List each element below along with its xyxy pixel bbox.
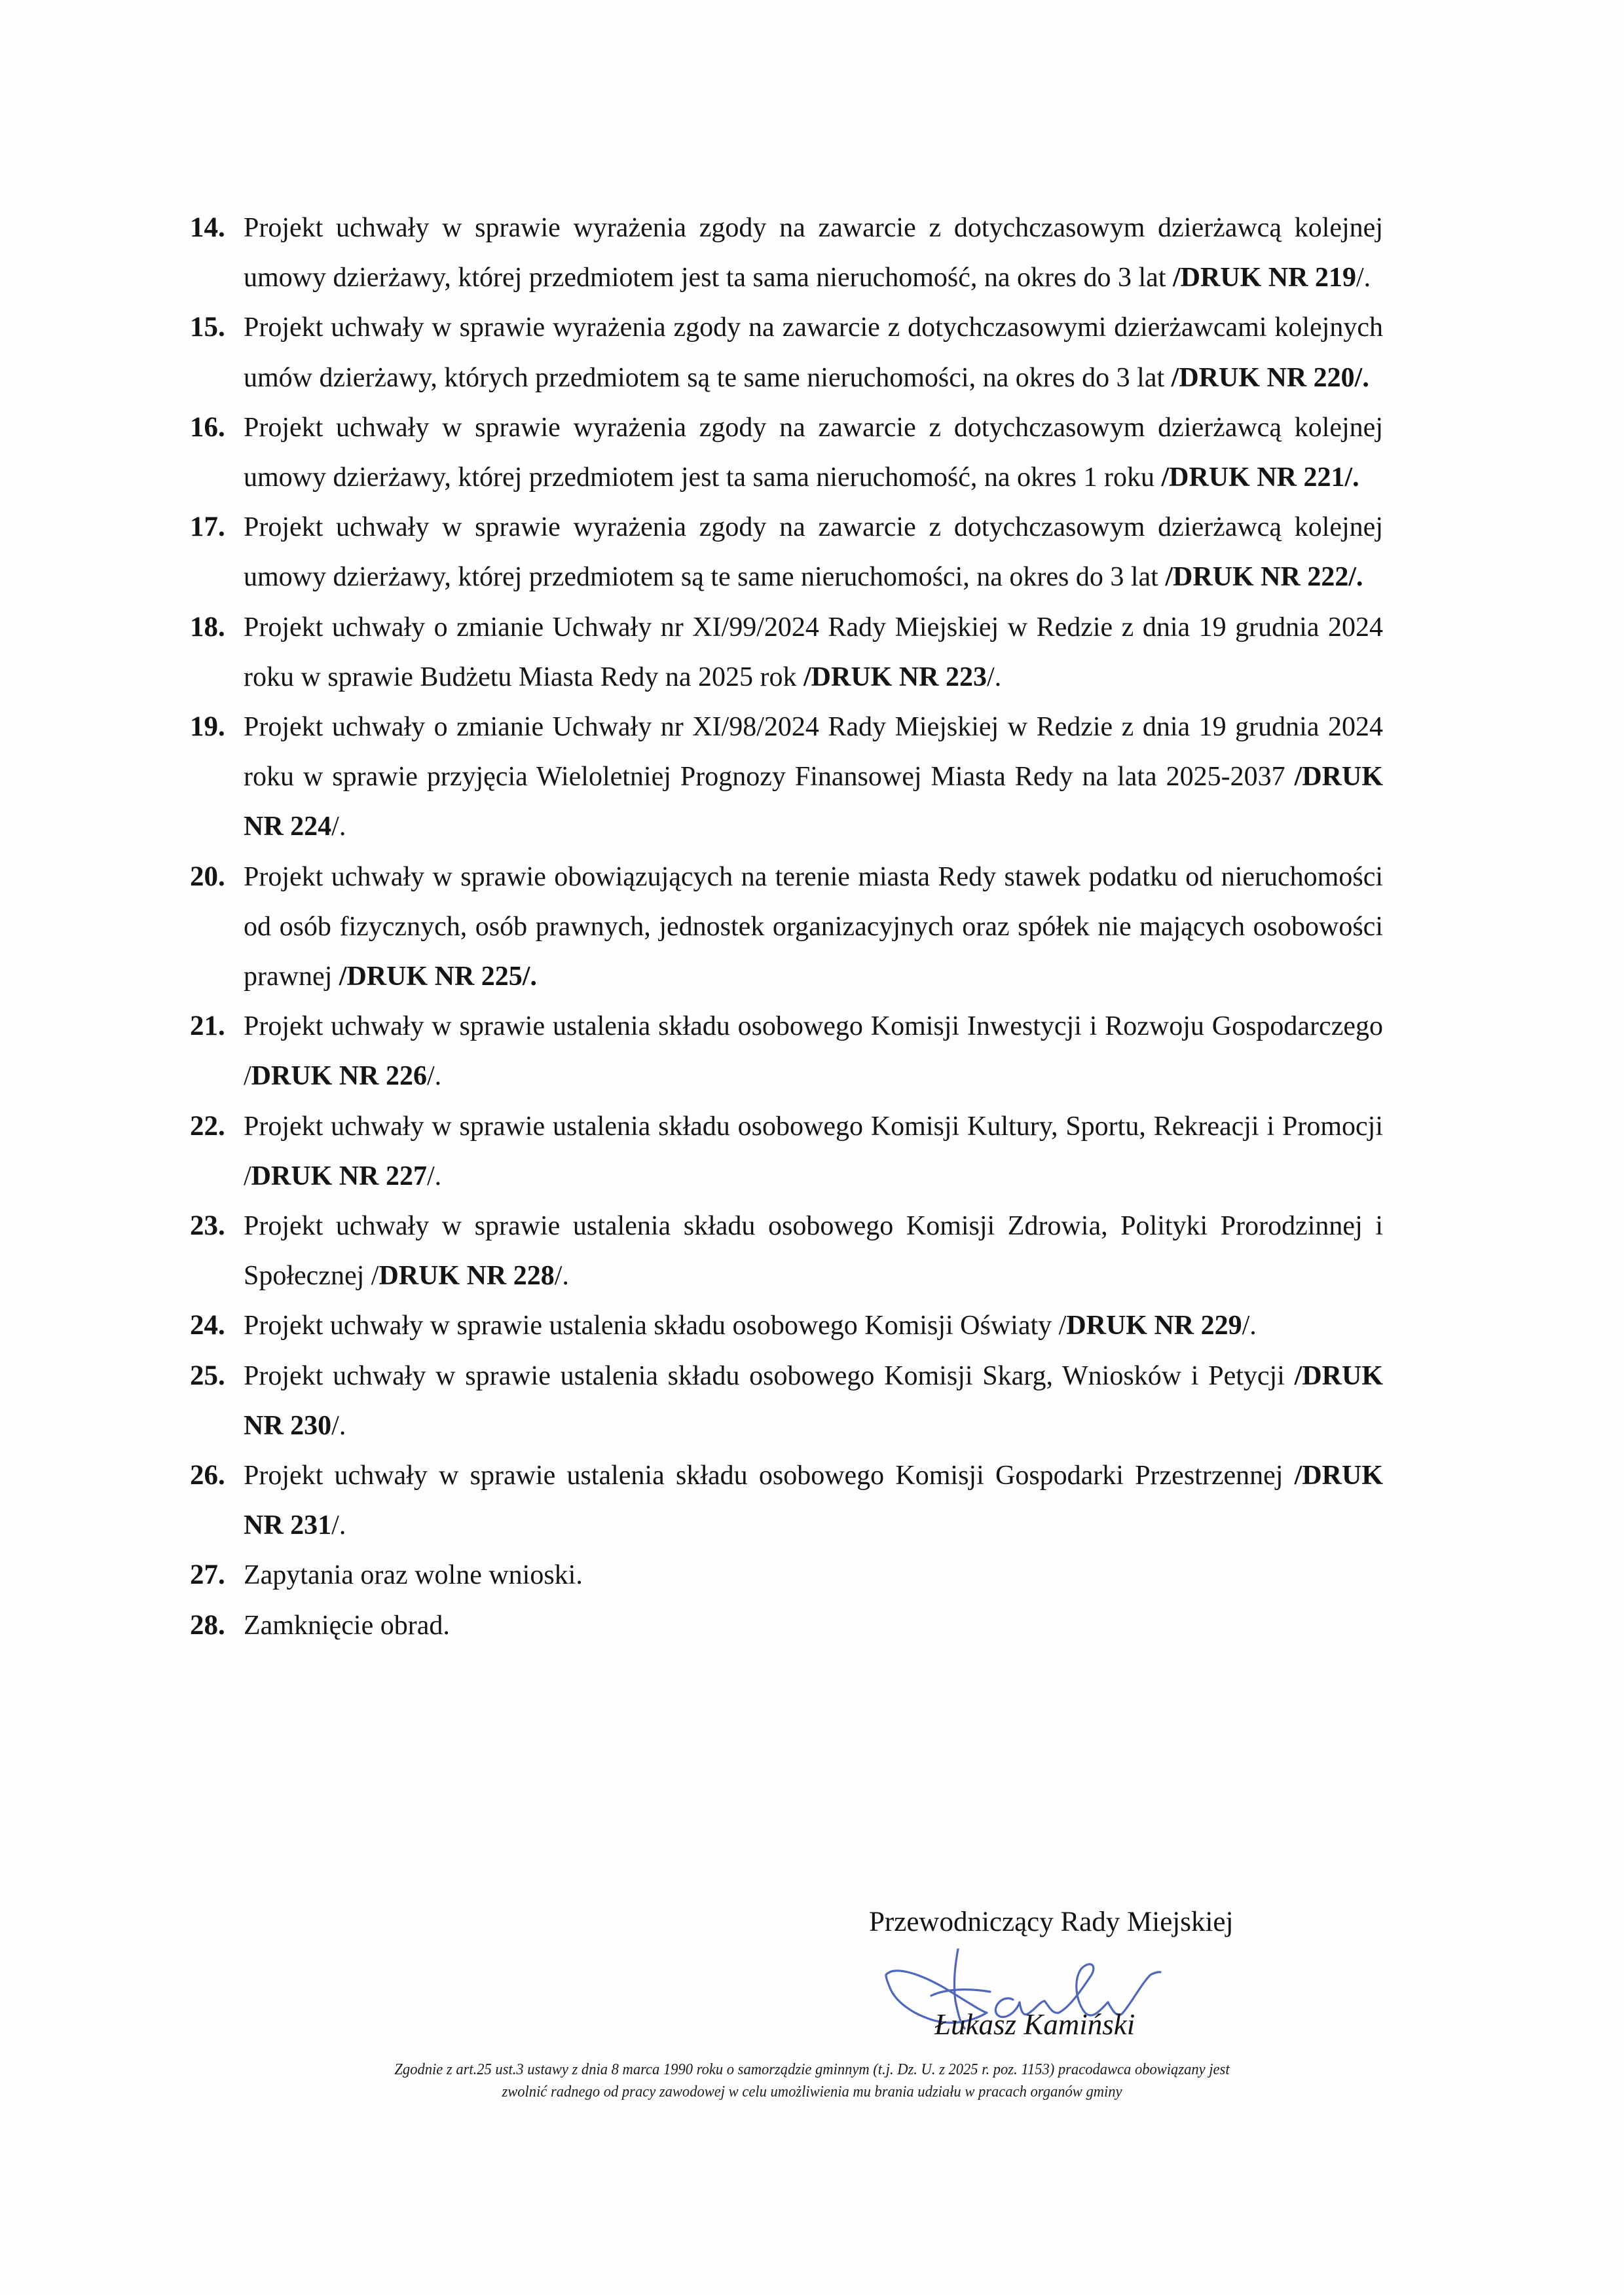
item-text: Projekt uchwały w sprawie wyrażenia zgody na zawarcie z dotychczasowym dzierżawcą kolejnej umowy dzierżawy, której przedmiotem jest ta sama nieruchomość, na okres do 3 lat (244, 213, 1383, 293)
druk-reference: /DRUK NR 221/. (1161, 462, 1359, 493)
item-text: Projekt uchwały o zmianie Uchwały nr XI/98/2024 Rady Miejskiej w Redzie z dnia 19 grudnia 2024 roku w sprawie przyjęcia Wieloletniej Prognozy Finansowej Miasta Redy na lata 2025-2037 (244, 712, 1383, 793)
item-text: Projekt uchwały w sprawie ustalenia składu osobowego Komisji Inwestycji i Rozwoju Gospodarczego / (244, 1011, 1383, 1092)
item-tail: /. (331, 812, 346, 842)
item-tail: /. (987, 662, 1002, 692)
druk-reference: DRUK NR 229 (1066, 1311, 1242, 1341)
item-text: Zamknięcie obrad. (244, 1610, 450, 1641)
agenda-item-17 (190, 502, 1383, 602)
item-text: Projekt uchwały w sprawie wyrażenia zgody na zawarcie z dotychczasowym dzierżawcą kolejnej umowy dzierżawy, której przedmiotem są te same nieruchomości, na okres do 3 lat (244, 512, 1383, 593)
item-tail: /. (1356, 263, 1371, 293)
item-text: Projekt uchwały w sprawie ustalenia składu osobowego Komisji Gospodarki Przestrzennej (244, 1461, 1295, 1491)
agenda-item-16 (190, 403, 1383, 502)
item-number: 22. (190, 1110, 225, 1142)
agenda-list (190, 203, 1383, 1651)
item-number: 25. (190, 1360, 225, 1391)
item-number: 28. (190, 1609, 225, 1641)
druk-reference: /DRUK NR 224 (244, 762, 1383, 842)
agenda-item-22 (190, 1102, 1383, 1201)
item-tail: /. (1242, 1311, 1257, 1341)
item-tail: /. (554, 1261, 569, 1292)
item-text: Projekt uchwały o zmianie Uchwały nr XI/99/2024 Rady Miejskiej w Redzie z dnia 19 grudnia 2024 roku w sprawie Budżetu Miasta Redy na 2025 rok (244, 612, 1383, 692)
item-number: 27. (190, 1559, 225, 1591)
item-number: 17. (190, 512, 225, 543)
agenda-item-25 (190, 1351, 1383, 1451)
agenda-item-27 (190, 1550, 1383, 1600)
agenda-item-21 (190, 1001, 1383, 1101)
item-text: Projekt uchwały w sprawie wyrażenia zgody na zawarcie z dotychczasowymi dzierżawcami kolejnych umów dzierżawy, których przedmiotem są te same nieruchomości, na okres do 3 lat (244, 312, 1383, 393)
item-number: 21. (190, 1011, 225, 1042)
legal-footnote (246, 2059, 1378, 2103)
item-number: 14. (190, 212, 225, 243)
druk-reference: /DRUK NR 219 (1173, 263, 1356, 293)
agenda-item-23 (190, 1201, 1383, 1301)
item-text: Zapytania oraz wolne wnioski. (244, 1560, 583, 1591)
agenda-item-15 (190, 303, 1383, 402)
item-text: Projekt uchwały w sprawie ustalenia składu osobowego Komisji Kultury, Sportu, Rekreacji i Promocji / (244, 1111, 1383, 1191)
signatory-name: Łukasz Kamiński (934, 2008, 1135, 2041)
item-number: 24. (190, 1310, 225, 1341)
item-number: 15. (190, 312, 225, 343)
signatory-title: Przewodniczący Rady Miejskiej (869, 1907, 1234, 1937)
item-number: 18. (190, 611, 225, 643)
signature-block (869, 1903, 1288, 2041)
druk-reference: /DRUK NR 225/. (339, 961, 537, 992)
item-text: Projekt uchwały w sprawie obowiązujących na terenie miasta Redy stawek podatku od nieruchomości od osób fizycznych, osób prawnych, jednostek organizacyjnych oraz spółek nie mających osobowości prawnej (244, 861, 1383, 992)
druk-reference: DRUK NR 228 (378, 1261, 555, 1292)
item-tail: /. (331, 1410, 346, 1441)
item-text: Projekt uchwały w sprawie ustalenia składu osobowego Komisji Oświaty / (244, 1311, 1067, 1341)
druk-reference: /DRUK NR 230 (244, 1360, 1383, 1441)
item-number: 26. (190, 1460, 225, 1491)
item-text: Projekt uchwały w sprawie ustalenia składu osobowego Komisji Skarg, Wniosków i Petycji (244, 1360, 1295, 1391)
agenda-item-28 (190, 1601, 1383, 1651)
item-number: 16. (190, 411, 225, 443)
item-text: Projekt uchwały w sprawie wyrażenia zgody na zawarcie z dotychczasowym dzierżawcą kolejnej umowy dzierżawy, której przedmiotem jest ta sama nieruchomość, na okres 1 roku (244, 412, 1383, 493)
druk-reference: /DRUK NR 222/. (1165, 562, 1363, 593)
agenda-item-14 (190, 203, 1383, 303)
item-number: 23. (190, 1210, 225, 1242)
agenda-item-20 (190, 852, 1383, 1002)
item-number: 20. (190, 861, 225, 892)
druk-reference: /DRUK NR 231 (244, 1461, 1383, 1541)
druk-reference: /DRUK NR 223 (803, 662, 987, 692)
item-tail: /. (427, 1161, 442, 1191)
item-tail: /. (427, 1061, 442, 1092)
druk-reference: /DRUK NR 220/. (1171, 362, 1369, 393)
item-number: 19. (190, 711, 225, 743)
druk-reference: DRUK NR 226 (251, 1061, 427, 1092)
agenda-item-24 (190, 1301, 1383, 1351)
item-text: Projekt uchwały w sprawie ustalenia składu osobowego Komisji Zdrowia, Polityki Prorodzinnej i Społecznej / (244, 1211, 1383, 1292)
druk-reference: DRUK NR 227 (251, 1161, 427, 1191)
footnote-line-2: zwolnić radnego od pracy zawodowej w celu umożliwienia mu brania udziału w pracach organów gminy (502, 2083, 1122, 2100)
footnote-line-1: Zgodnie z art.25 ust.3 ustawy z dnia 8 marca 1990 roku o samorządzie gminnym (t.j. Dz. U. z 2025 r. poz. 1153) pracodawca obowiązany jest (394, 2061, 1230, 2078)
item-tail: /. (331, 1510, 346, 1541)
agenda-item-19 (190, 702, 1383, 852)
agenda-item-18 (190, 603, 1383, 702)
agenda-item-26 (190, 1451, 1383, 1550)
